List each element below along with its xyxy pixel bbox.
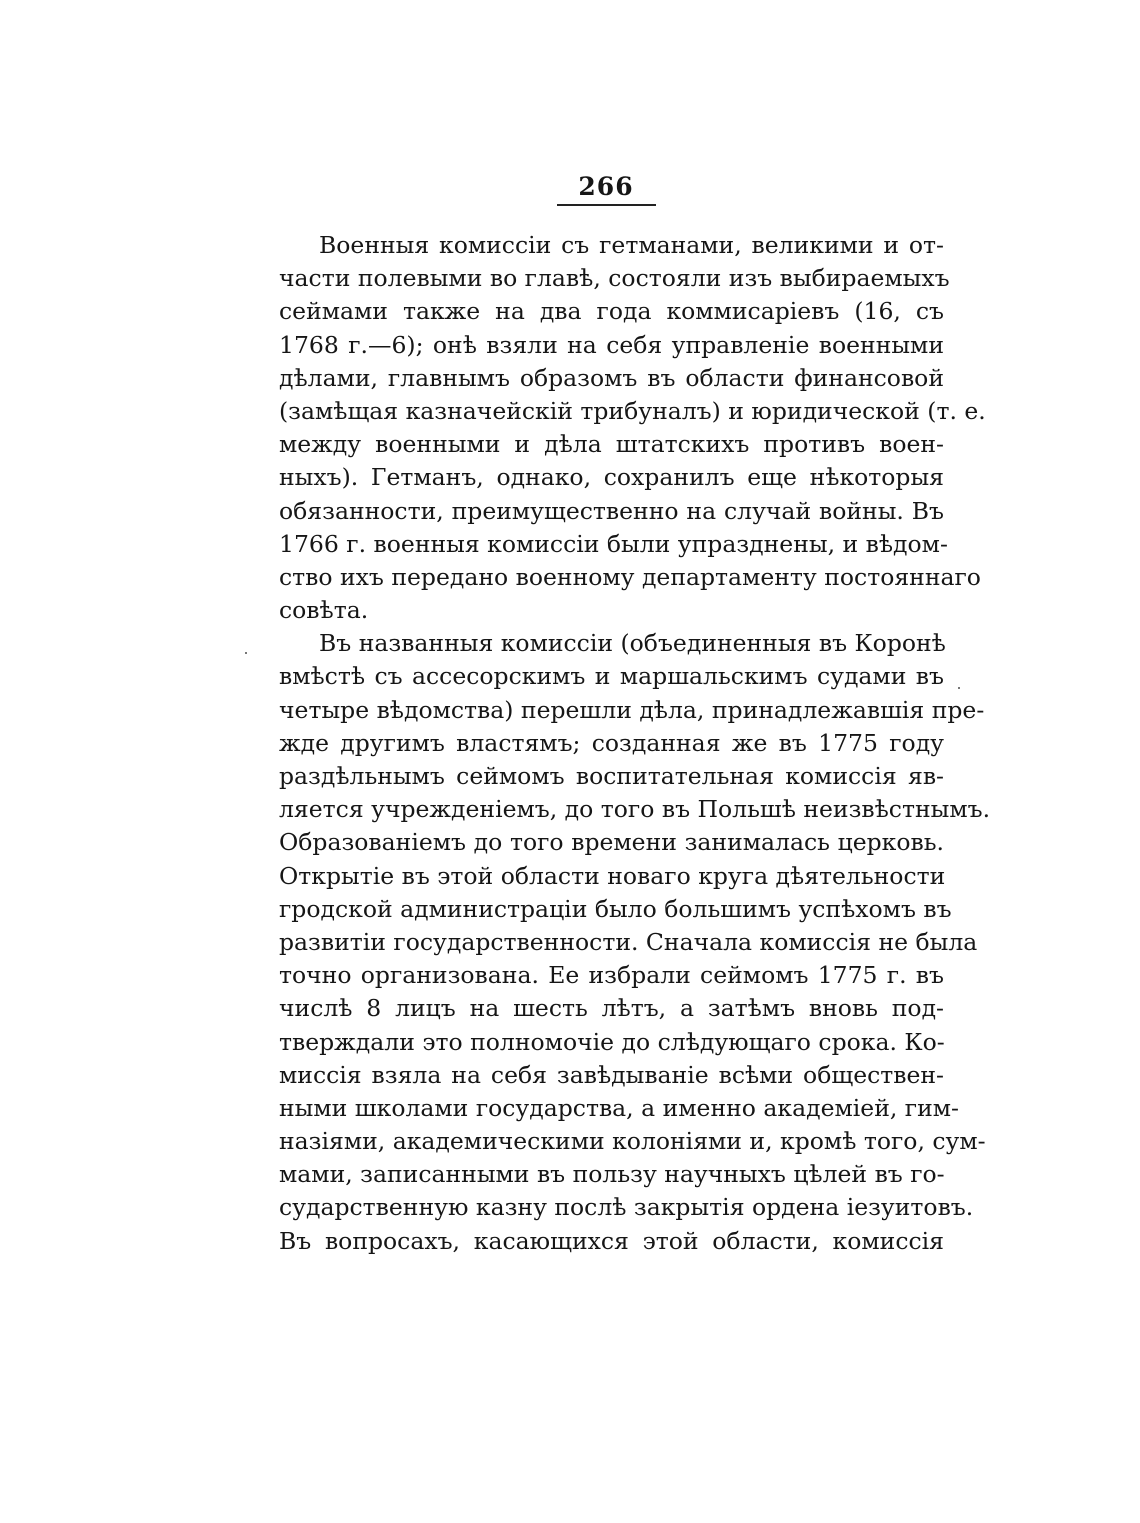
text-line: сударственную казну послѣ закрытія ордена іезуитовъ. — [279, 1193, 974, 1222]
text-line: между военными и дѣла штатскихъ противъ воен- — [279, 430, 944, 459]
text-line: точно организована. Ее избрали сеймомъ 1775 г. въ — [279, 961, 944, 990]
text-line: сеймами также на два года коммисаріевъ (16, съ — [279, 297, 944, 326]
scan-speck — [958, 687, 960, 689]
text-line: назіями, академическими колоніями и, кромѣ того, сум- — [279, 1127, 986, 1156]
text-line: Въ названныя комиссіи (объединенныя въ Коронѣ — [319, 629, 946, 658]
text-line: ляется учрежденіемъ, до того въ Польшѣ неизвѣстнымъ. — [279, 795, 991, 824]
text-line: части полевыми во главѣ, состояли изъ выбираемыхъ — [279, 264, 950, 293]
text-line: миссія взяла на себя завѣдываніе всѣми обществен- — [279, 1060, 944, 1089]
text-line: 1768 г.—6); онѣ взяли на себя управленіе военными — [279, 330, 944, 359]
text-line: 1766 г. военныя комиссіи были упразднены, и вѣдом- — [279, 529, 948, 558]
text-line: мами, записанными въ пользу научныхъ цѣлей въ го- — [279, 1160, 945, 1189]
text-line: ныхъ). Гетманъ, однако, сохранилъ еще нѣкоторыя — [279, 463, 944, 492]
text-line: гродской администраціи было большимъ успѣхомъ въ — [279, 894, 952, 923]
text-line: раздѣльнымъ сеймомъ воспитательная комиссія яв- — [279, 762, 944, 790]
text-line: совѣта. — [279, 596, 369, 625]
text-line: вмѣстѣ съ ассесорскимъ и маршальскимъ судами въ — [279, 662, 944, 691]
text-line: тверждали это полномочіе до слѣдующаго срока. Ко- — [279, 1027, 945, 1056]
text-line: ство ихъ передано военному департаменту постояннаго — [279, 562, 981, 591]
text-line: Образованіемъ до того времени занималась церковь. — [279, 828, 944, 857]
text-line: дѣлами, главнымъ образомъ въ области финансовой — [279, 363, 944, 392]
body-text — [279, 229, 991, 1258]
text-line: четыре вѣдомства) перешли дѣла, принадлежавшія пре- — [279, 695, 985, 724]
text-line: Военныя комиссіи съ гетманами, великими и от- — [319, 231, 944, 259]
text-line: ными школами государства, а именно академіей, гим- — [279, 1093, 959, 1122]
text-line: числѣ 8 лицъ на шесть лѣтъ, а затѣмъ вновь под- — [279, 994, 944, 1023]
page-number: 266 — [578, 172, 634, 201]
scan-speck — [245, 652, 247, 654]
text-line: развитіи государственности. Сначала комиссія не была — [279, 927, 978, 956]
text-line: Въ вопросахъ, касающихся этой области, комиссія — [279, 1226, 944, 1255]
text-line: Открытіе въ этой области новаго круга дѣятельности — [279, 861, 946, 890]
page-number-rule — [557, 204, 656, 206]
text-line: (замѣщая казначейскій трибуналъ) и юридической (т. е. — [279, 396, 986, 425]
text-line: обязанности, преимущественно на случай войны. Въ — [279, 496, 944, 525]
text-line: жде другимъ властямъ; созданная же въ 1775 году — [279, 728, 944, 757]
paragraph — [279, 229, 986, 627]
paragraph — [279, 627, 991, 1258]
